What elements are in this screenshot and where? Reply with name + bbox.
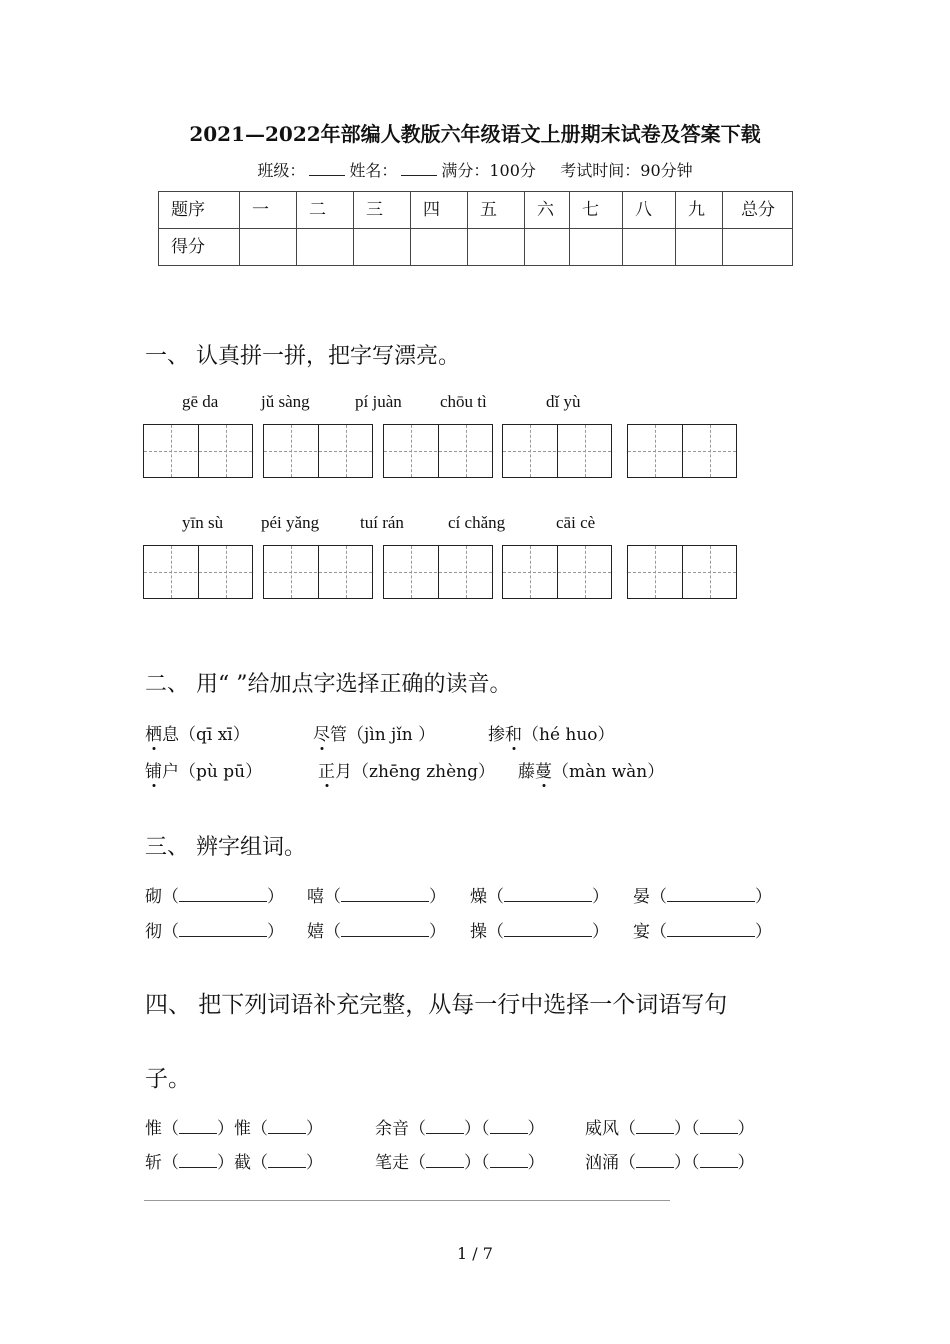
pinyin-label: dǐ yù <box>546 392 581 411</box>
plain-char: 掺 <box>488 725 505 745</box>
q4-title-line2: 子。 <box>145 1066 191 1092</box>
answer-blank[interactable] <box>341 887 429 902</box>
word-group-item[interactable]: 彻（ ） <box>145 922 284 942</box>
score-table-header-row <box>159 192 793 229</box>
tianzige-box[interactable] <box>143 545 253 599</box>
tianzige-box[interactable] <box>263 424 373 478</box>
pinyin-label: gē da <box>182 392 219 411</box>
pinyin-label: cāi cè <box>556 513 596 532</box>
exam-info <box>0 158 950 181</box>
word-group-item[interactable]: 嬉（ ） <box>307 922 446 942</box>
idiom-item[interactable]: 威风（ ）（ ） <box>585 1119 755 1139</box>
tianzige-box[interactable] <box>383 545 493 599</box>
dotted-char: 和 <box>505 725 522 745</box>
answer-blank[interactable] <box>504 887 592 902</box>
dotted-char: 栖 <box>145 725 162 745</box>
pinyin-label: tuí rán <box>360 513 404 532</box>
table-cell: 总分 <box>723 192 793 229</box>
tianzige-box[interactable] <box>627 424 737 478</box>
tianzige-box[interactable] <box>263 545 373 599</box>
pinyin-label: pí juàn <box>355 392 402 411</box>
table-cell: 二 <box>297 192 354 229</box>
score-cell[interactable] <box>411 229 468 266</box>
score-cell[interactable] <box>676 229 723 266</box>
table-cell: 四 <box>411 192 468 229</box>
char: 截 <box>234 1153 251 1173</box>
word-group-item[interactable]: 宴（ ） <box>633 922 772 942</box>
reading-options: 月（zhēng zhèng） <box>335 762 495 782</box>
dotted-char: 蔓 <box>535 762 552 782</box>
q1-title: 一、 认真拼一拼，把字写漂亮。 <box>145 344 460 369</box>
answer-blank[interactable] <box>179 1119 217 1134</box>
name-blank[interactable] <box>401 161 437 176</box>
table-cell: 九 <box>676 192 723 229</box>
score-cell[interactable] <box>240 229 297 266</box>
tianzige-box[interactable] <box>627 545 737 599</box>
answer-blank[interactable] <box>179 922 267 937</box>
answer-blank[interactable] <box>667 922 755 937</box>
name-label: 姓名： <box>349 161 398 180</box>
char: 彻 <box>145 922 162 942</box>
exam-time: 考试时间：90分钟 <box>560 161 693 180</box>
char: 斩 <box>145 1153 162 1173</box>
score-table <box>158 191 793 266</box>
tianzige-row <box>0 424 950 480</box>
tianzige-box[interactable] <box>383 424 493 478</box>
answer-blank[interactable] <box>179 1153 217 1168</box>
word: 余音 <box>375 1119 409 1139</box>
answer-blank[interactable] <box>490 1153 528 1168</box>
char: 砌 <box>145 887 162 907</box>
table-cell: 三 <box>354 192 411 229</box>
char: 惟 <box>234 1119 251 1139</box>
dotted-char: 尽 <box>313 725 330 745</box>
score-cell[interactable] <box>297 229 354 266</box>
reading-options: 息（qī xī） <box>162 725 250 745</box>
table-cell: 七 <box>570 192 623 229</box>
idiom-item[interactable]: 汹涌（ ）（ ） <box>585 1153 755 1173</box>
score-cell[interactable] <box>723 229 793 266</box>
table-cell: 八 <box>623 192 676 229</box>
answer-blank[interactable] <box>700 1119 738 1134</box>
score-cell[interactable] <box>354 229 411 266</box>
pinyin-label: cí chǎng <box>448 513 506 532</box>
q2-title: 二、 用“ ”给加点字选择正确的读音。 <box>145 672 512 697</box>
reading-item[interactable] <box>313 720 435 745</box>
reading-item[interactable] <box>488 720 615 745</box>
score-cell[interactable] <box>468 229 525 266</box>
tianzige-row <box>0 545 950 601</box>
answer-blank[interactable] <box>426 1153 464 1168</box>
reading-item[interactable] <box>145 757 262 782</box>
char: 燥 <box>470 887 487 907</box>
q3-title: 三、 辨字组词。 <box>145 835 306 860</box>
reading-options: 户（pù pū） <box>162 762 263 782</box>
answer-blank[interactable] <box>179 887 267 902</box>
char: 晏 <box>633 887 650 907</box>
word-group-item[interactable]: 操（ ） <box>470 922 609 942</box>
pinyin-label: yīn sù <box>182 513 224 532</box>
word-group-item[interactable]: 燥（ ） <box>470 887 609 907</box>
table-cell: 五 <box>468 192 525 229</box>
reading-options: （màn wàn） <box>552 762 665 782</box>
score-cell[interactable] <box>623 229 676 266</box>
dotted-char: 铺 <box>145 762 162 782</box>
full-score: 满分：100分 <box>441 161 536 180</box>
word: 汹涌 <box>585 1153 619 1173</box>
answer-blank[interactable] <box>426 1119 464 1134</box>
pinyin-label: jǔ sàng <box>261 392 310 411</box>
tianzige-box[interactable] <box>502 424 612 478</box>
plain-char: 藤 <box>518 762 535 782</box>
char: 嬉 <box>307 922 324 942</box>
word: 笔走 <box>375 1153 409 1173</box>
pinyin-label: chōu tì <box>440 392 487 411</box>
score-table-score-row <box>159 229 793 266</box>
table-cell: 得分 <box>159 229 240 266</box>
answer-blank[interactable] <box>341 922 429 937</box>
tianzige-box[interactable] <box>143 424 253 478</box>
idiom-item[interactable]: 余音（ ）（ ） <box>375 1119 545 1139</box>
answer-blank[interactable] <box>636 1119 674 1134</box>
word-group-item[interactable]: 晏（ ） <box>633 887 772 907</box>
answer-blank[interactable] <box>700 1153 738 1168</box>
table-cell: 题序 <box>159 192 240 229</box>
page-number: 1 / 7 <box>457 1244 493 1263</box>
idiom-item[interactable]: 惟（ ）惟（ ） <box>145 1119 323 1139</box>
answer-blank[interactable] <box>504 922 592 937</box>
idiom-item[interactable]: 斩（ ）截（ ） <box>145 1153 323 1173</box>
reading-item[interactable] <box>318 757 495 782</box>
page-title: 2021—2022年部编人教版六年级语文上册期末试卷及答案下载 <box>189 122 761 146</box>
score-cell[interactable] <box>570 229 623 266</box>
answer-blank[interactable] <box>268 1153 306 1168</box>
reading-options: （hé huo） <box>522 725 615 745</box>
reading-item[interactable] <box>518 757 664 782</box>
char: 操 <box>470 922 487 942</box>
class-blank[interactable] <box>309 161 345 176</box>
answer-blank[interactable] <box>636 1153 674 1168</box>
word-group-item[interactable]: 砌（ ） <box>145 887 284 907</box>
class-label: 班级： <box>257 161 306 180</box>
char: 宴 <box>633 922 650 942</box>
char: 嘻 <box>307 887 324 907</box>
table-cell: 六 <box>525 192 570 229</box>
word: 威风 <box>585 1119 619 1139</box>
reading-item[interactable] <box>145 720 250 745</box>
dotted-char: 正 <box>318 762 335 782</box>
score-cell[interactable] <box>525 229 570 266</box>
tianzige-box[interactable] <box>502 545 612 599</box>
answer-blank[interactable] <box>268 1119 306 1134</box>
q4-title-line1: 四、 把下列词语补充完整，从每一行中选择一个词语写句 <box>145 992 728 1018</box>
idiom-item[interactable]: 笔走（ ）（ ） <box>375 1153 545 1173</box>
table-cell: 一 <box>240 192 297 229</box>
char: 惟 <box>145 1119 162 1139</box>
answer-blank[interactable] <box>667 887 755 902</box>
word-group-item[interactable]: 嘻（ ） <box>307 887 446 907</box>
reading-options: 管（jìn jǐn ） <box>330 725 436 745</box>
answer-blank[interactable] <box>490 1119 528 1134</box>
sentence-writing-line[interactable] <box>144 1200 670 1201</box>
pinyin-label: péi yǎng <box>261 513 320 532</box>
